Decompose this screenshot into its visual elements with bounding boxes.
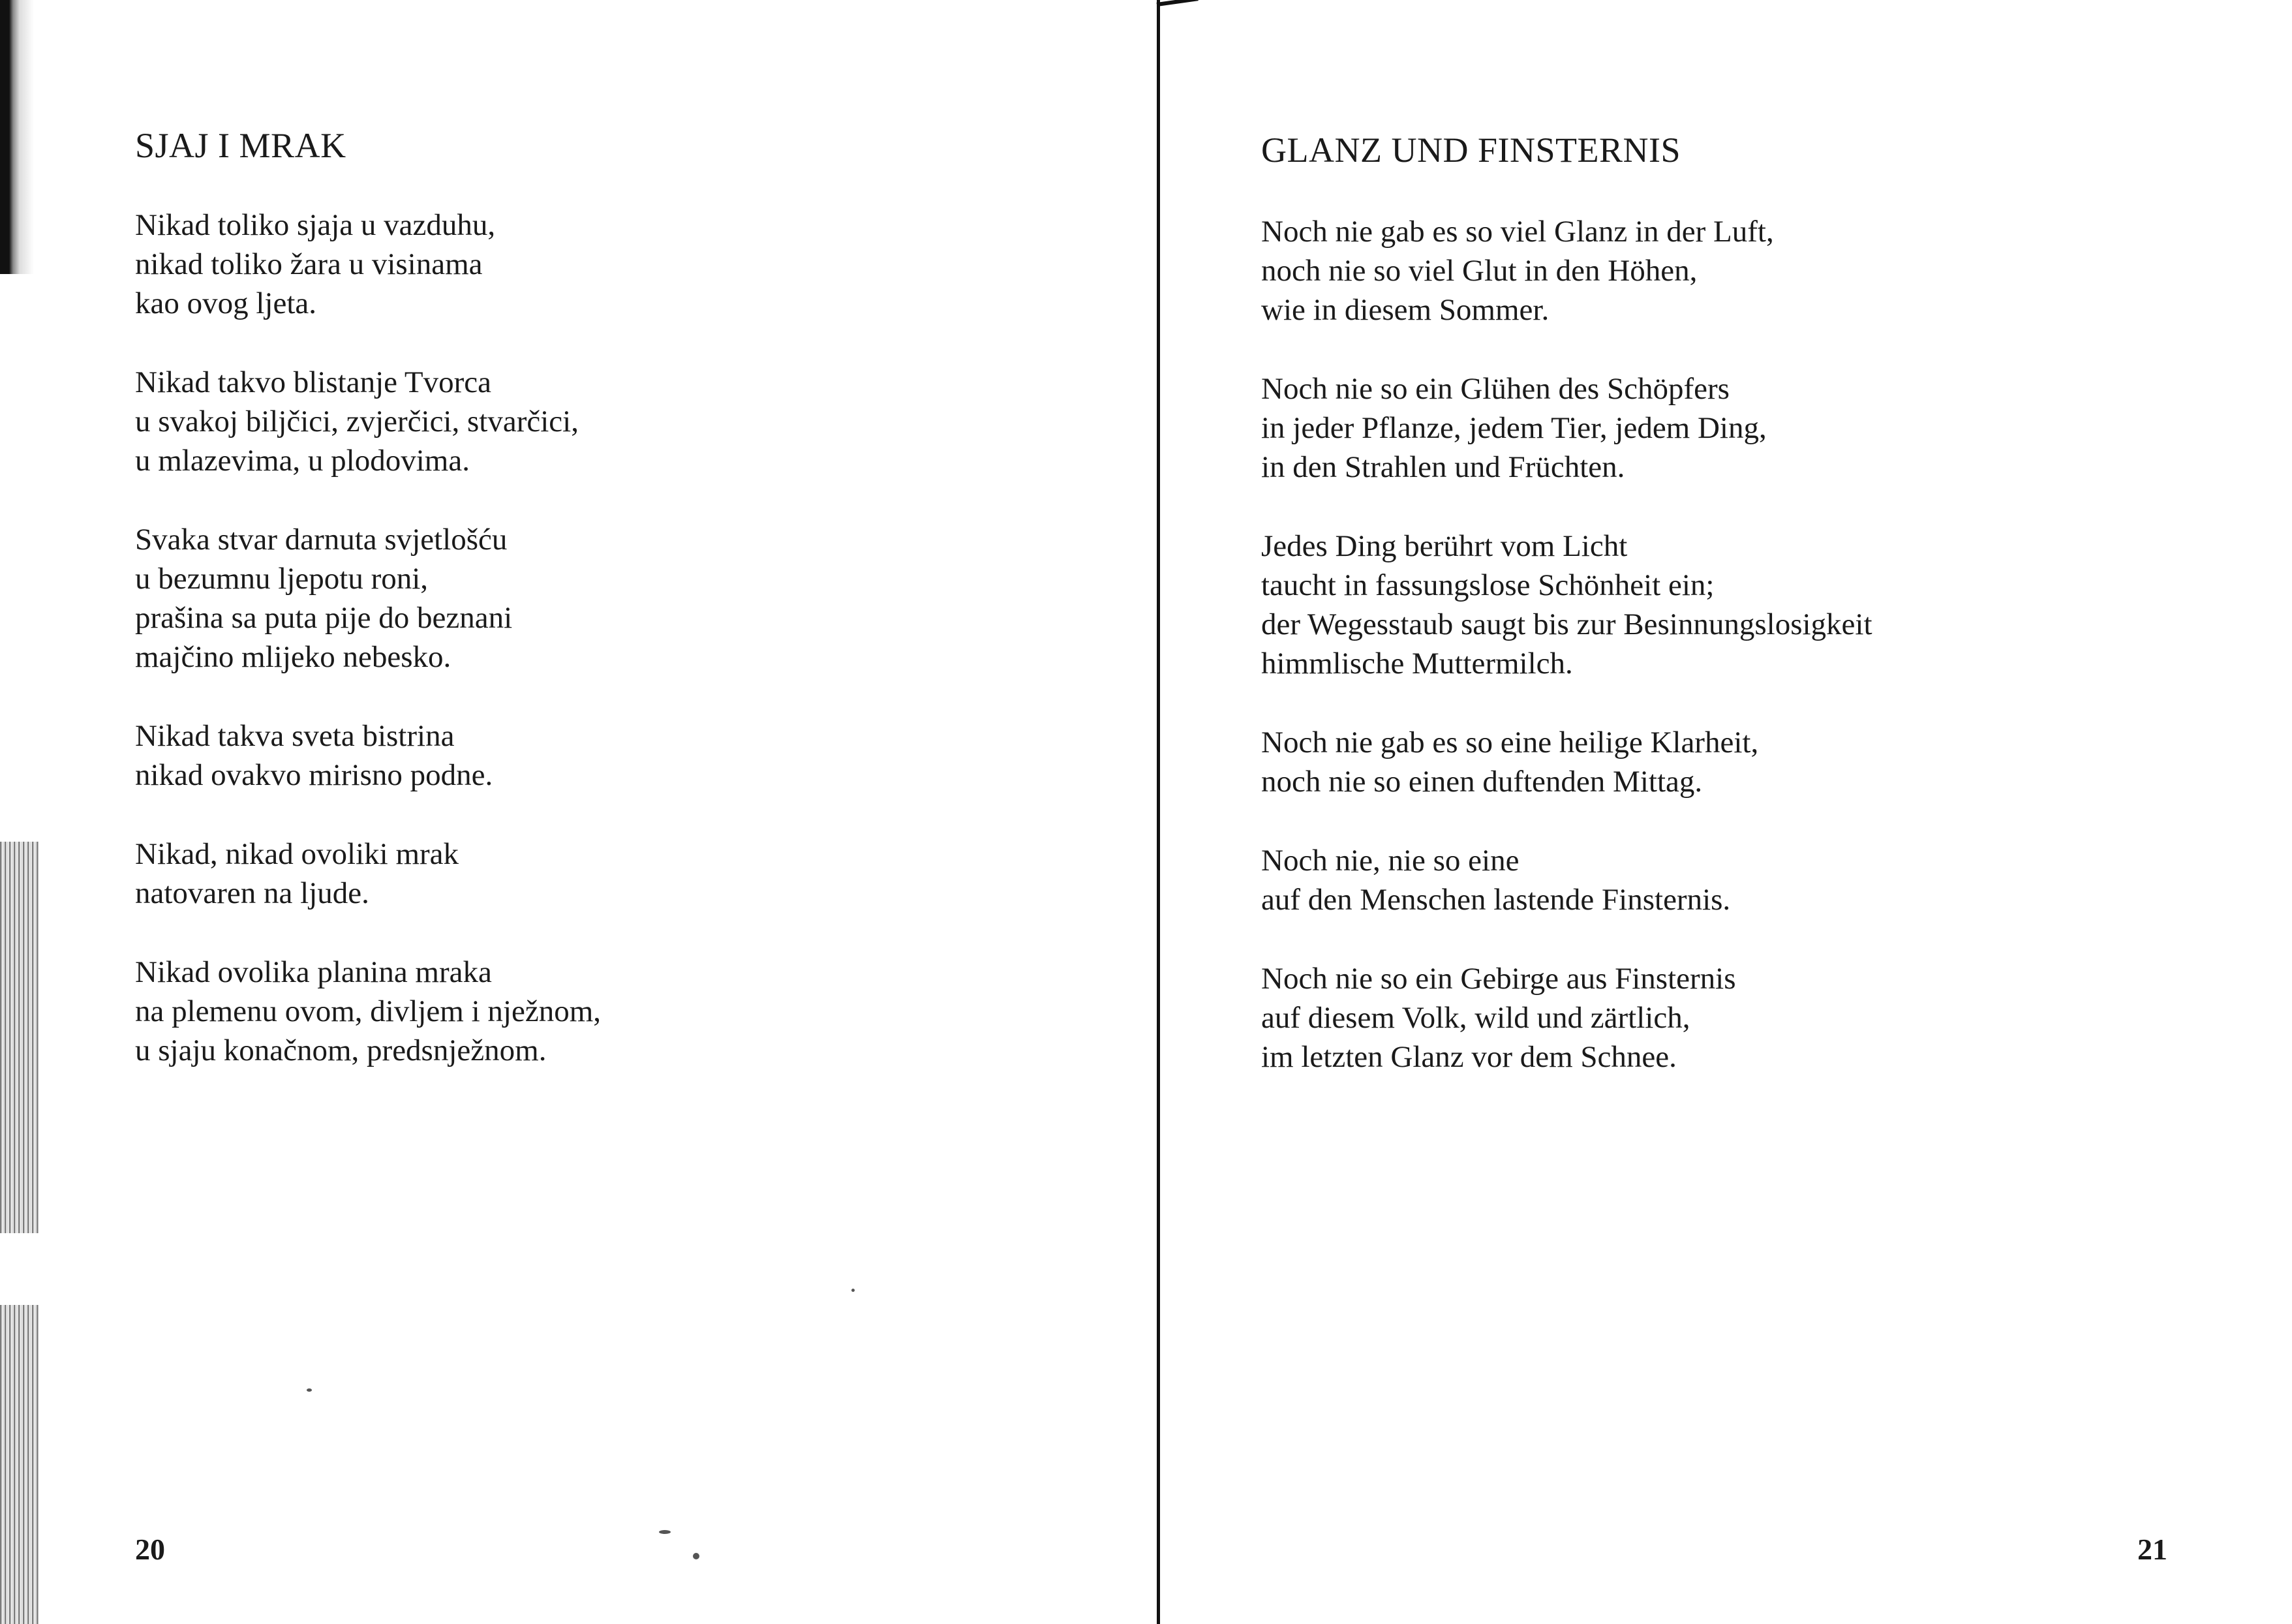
poem-line: auf diesem Volk, wild und zärtlich, (1261, 1001, 1690, 1035)
poem-line: Nikad ovolika planina mraka (135, 955, 492, 989)
poem-body (135, 206, 601, 1110)
poem-line: u bezumnu ljepotu roni, (135, 562, 429, 596)
poem-line: Nikad takva sveta bistrina (135, 719, 455, 753)
poem-line: Svaka stvar darnuta svjetlošću (135, 523, 508, 557)
book-spine (1157, 0, 1160, 1624)
poem-line: Nikad toliko sjaja u vazduhu, (135, 208, 496, 242)
stanza (1261, 212, 1872, 329)
poem-title: GLANZ UND FINSTERNIS (1261, 130, 1681, 170)
poem-line: der Wegesstaub saugt bis zur Besinnungslosigkeit (1261, 607, 1872, 641)
poem-line: Noch nie, nie so eine (1261, 844, 1520, 878)
poem-line: Noch nie gab es so viel Glanz in der Luft, (1261, 215, 1774, 249)
poem-line: noch nie so einen duftenden Mittag. (1261, 765, 1703, 799)
poem-line: Noch nie so ein Gebirge aus Finsternis (1261, 962, 1736, 996)
stanza (1261, 841, 1872, 919)
poem-title: SJAJ I MRAK (135, 126, 346, 165)
poem-line: im letzten Glanz vor dem Schnee. (1261, 1040, 1677, 1074)
poem-line: Jedes Ding berührt vom Licht (1261, 529, 1628, 563)
stanza (135, 716, 601, 795)
stanza (1261, 959, 1872, 1077)
stanza (135, 835, 601, 913)
page-number: 21 (2137, 1533, 2167, 1566)
poem-line: prašina sa puta pije do beznani (135, 601, 513, 635)
poem-line: kao ovog ljeta. (135, 286, 317, 320)
stanza (1261, 723, 1872, 801)
poem-line: in jeder Pflanze, jedem Tier, jedem Ding, (1261, 411, 1767, 445)
right-page (1168, 0, 2292, 1624)
poem-line: u mlazevima, u plodovima. (135, 444, 470, 478)
poem-line: noch nie so viel Glut in den Höhen, (1261, 254, 1698, 288)
stanza (135, 953, 601, 1070)
poem-line: nikad toliko žara u visinama (135, 247, 483, 281)
stanza (1261, 527, 1872, 683)
stanza (1261, 369, 1872, 487)
poem-line: Nikad takvo blistanje Tvorca (135, 365, 492, 399)
poem-line: u sjaju konačnom, predsnježnom. (135, 1034, 547, 1067)
poem-line: na plemenu ovom, divljem i nježnom, (135, 994, 601, 1028)
poem-line: wie in diesem Sommer. (1261, 293, 1550, 327)
poem-line: Noch nie so ein Glühen des Schöpfers (1261, 372, 1730, 406)
poem-line: natovaren na ljude. (135, 876, 369, 910)
poem-line: majčino mlijeko nebesko. (135, 640, 451, 674)
poem-line: Noch nie gab es so eine heilige Klarheit, (1261, 726, 1759, 759)
poem-body (1261, 212, 1872, 1116)
poem-line: nikad ovakvo mirisno podne. (135, 758, 493, 792)
poem-line: taucht in fassungslose Schönheit ein; (1261, 568, 1715, 602)
poem-line: himmlische Muttermilch. (1261, 647, 1573, 681)
poem-line: in den Strahlen und Früchten. (1261, 450, 1625, 484)
stanza (135, 206, 601, 323)
stanza (135, 363, 601, 480)
poem-line: u svakoj biljčici, zvjerčici, stvarčici, (135, 405, 579, 438)
page-number: 20 (135, 1533, 165, 1566)
poem-line: Nikad, nikad ovoliki mrak (135, 837, 459, 871)
poem-line: auf den Menschen lastende Finsternis. (1261, 883, 1731, 917)
stanza (135, 520, 601, 677)
